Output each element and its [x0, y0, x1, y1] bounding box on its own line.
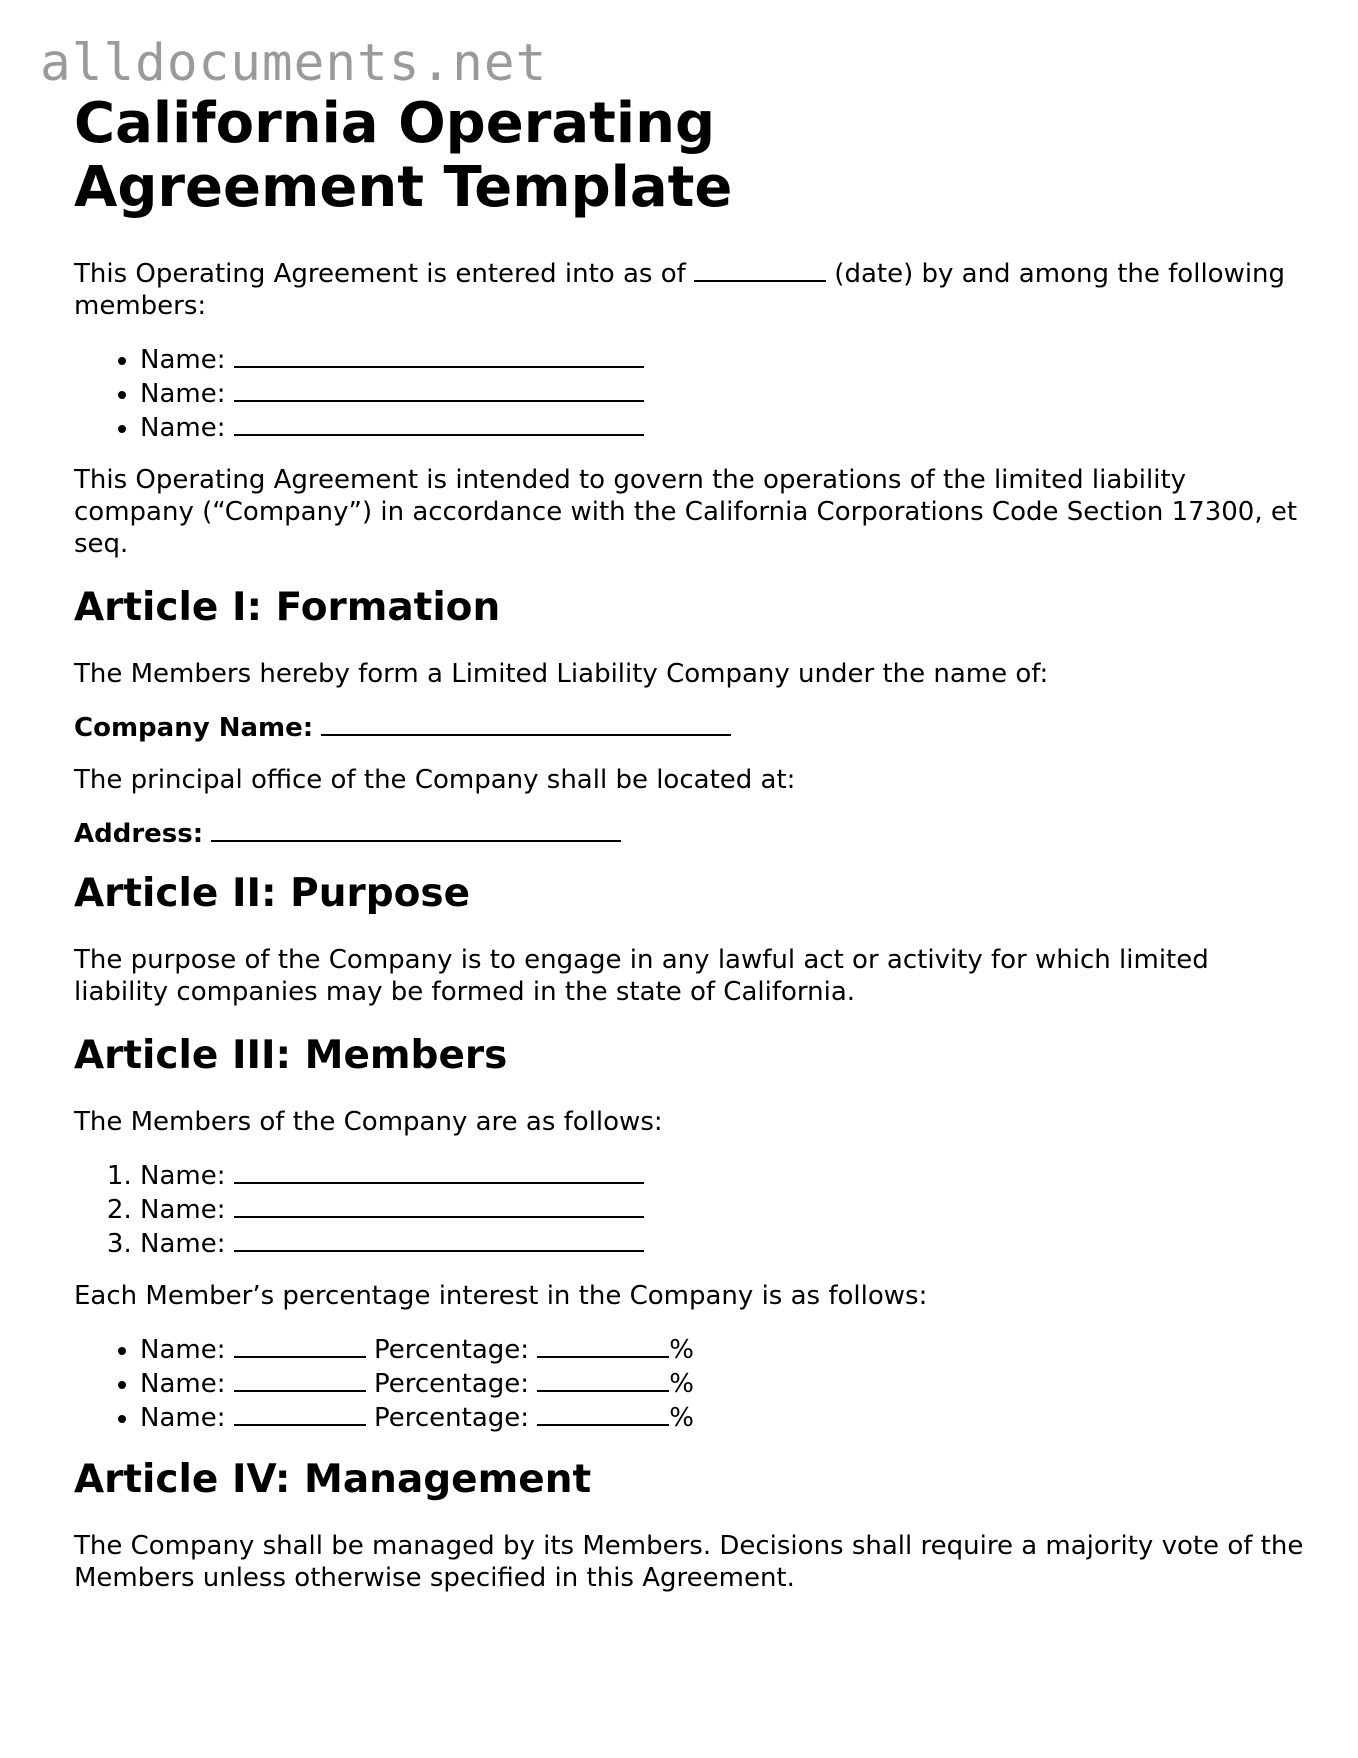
article-1-text: The Members hereby form a Limited Liability Company under the name of: [74, 659, 1049, 689]
list-item [140, 342, 1304, 376]
name-label: Name: [140, 1369, 226, 1399]
article-4-text: The Company shall be managed by its Members. Decisions shall require a majority vote of the Members unless otherwise specified in this Agreement. [74, 1531, 1304, 1593]
member-name-blank[interactable] [234, 410, 644, 436]
members-numbered-list [74, 1158, 1304, 1260]
percentage-label: Percentage: [374, 1369, 530, 1399]
name-label: Name: [140, 1229, 226, 1259]
name-label: Name: [140, 1403, 226, 1433]
governance-paragraph: This Operating Agreement is intended to govern the operations of the limited liability company (“Company”) in accordance with the California Corporations Code Section 17300, et seq. [74, 465, 1298, 559]
percent-sign: % [669, 1369, 695, 1399]
percent-sign: % [669, 1403, 695, 1433]
list-item [140, 1400, 1304, 1434]
percentage-blank[interactable] [537, 1400, 669, 1426]
address-blank[interactable] [211, 816, 621, 842]
document-body [74, 92, 1304, 1594]
member-name-blank[interactable] [234, 1226, 644, 1252]
list-item [140, 1192, 1304, 1226]
date-blank[interactable] [694, 256, 826, 282]
percentage-list [74, 1332, 1304, 1434]
name-label: Name: [140, 1335, 226, 1365]
list-item [140, 1332, 1304, 1366]
document-title: California Operating Agreement Template [74, 91, 733, 220]
article-3-heading: Article III: Members [74, 1033, 508, 1078]
percentage-blank[interactable] [537, 1366, 669, 1392]
company-name-blank[interactable] [321, 710, 731, 736]
name-label: Name: [140, 413, 226, 443]
address-label: Address: [74, 819, 204, 849]
article-3-text: The Members of the Company are as follows: [74, 1107, 663, 1137]
list-item [140, 1366, 1304, 1400]
name-label: Name: [140, 1195, 226, 1225]
member-name-blank[interactable] [234, 1332, 366, 1358]
name-label: Name: [140, 1161, 226, 1191]
percent-sign: % [669, 1335, 695, 1365]
list-item [140, 376, 1304, 410]
member-name-blank[interactable] [234, 1192, 644, 1218]
name-label: Name: [140, 345, 226, 375]
intro-member-list [74, 342, 1304, 444]
list-item [140, 1158, 1304, 1192]
member-name-blank[interactable] [234, 376, 644, 402]
member-name-blank[interactable] [234, 342, 644, 368]
article-2-heading: Article II: Purpose [74, 871, 471, 916]
intro-text-before-date: This Operating Agreement is entered into as of [74, 259, 686, 289]
company-name-label: Company Name: [74, 713, 314, 743]
name-label: Name: [140, 379, 226, 409]
member-name-blank[interactable] [234, 1400, 366, 1426]
list-item [140, 1226, 1304, 1260]
list-item [140, 410, 1304, 444]
intro-paragraph [74, 256, 1304, 322]
principal-office-text: The principal office of the Company shall be located at: [74, 765, 796, 795]
percentage-label: Percentage: [374, 1335, 530, 1365]
member-name-blank[interactable] [234, 1366, 366, 1392]
watermark-logo: alldocuments.net [40, 34, 548, 93]
article-1-heading: Article I: Formation [74, 585, 501, 630]
article-4-heading: Article IV: Management [74, 1457, 592, 1502]
percentage-blank[interactable] [537, 1332, 669, 1358]
address-line [74, 816, 1304, 850]
member-name-blank[interactable] [234, 1158, 644, 1184]
percentage-label: Percentage: [374, 1403, 530, 1433]
article-2-text: The purpose of the Company is to engage in any lawful act or activity for which limited liability companies may be formed in the state of California. [74, 945, 1209, 1007]
intro-text-after-date: (date) by and among the following members: [74, 259, 1286, 321]
percentage-intro-text: Each Member’s percentage interest in the Company is as follows: [74, 1281, 928, 1311]
company-name-line [74, 710, 1304, 744]
